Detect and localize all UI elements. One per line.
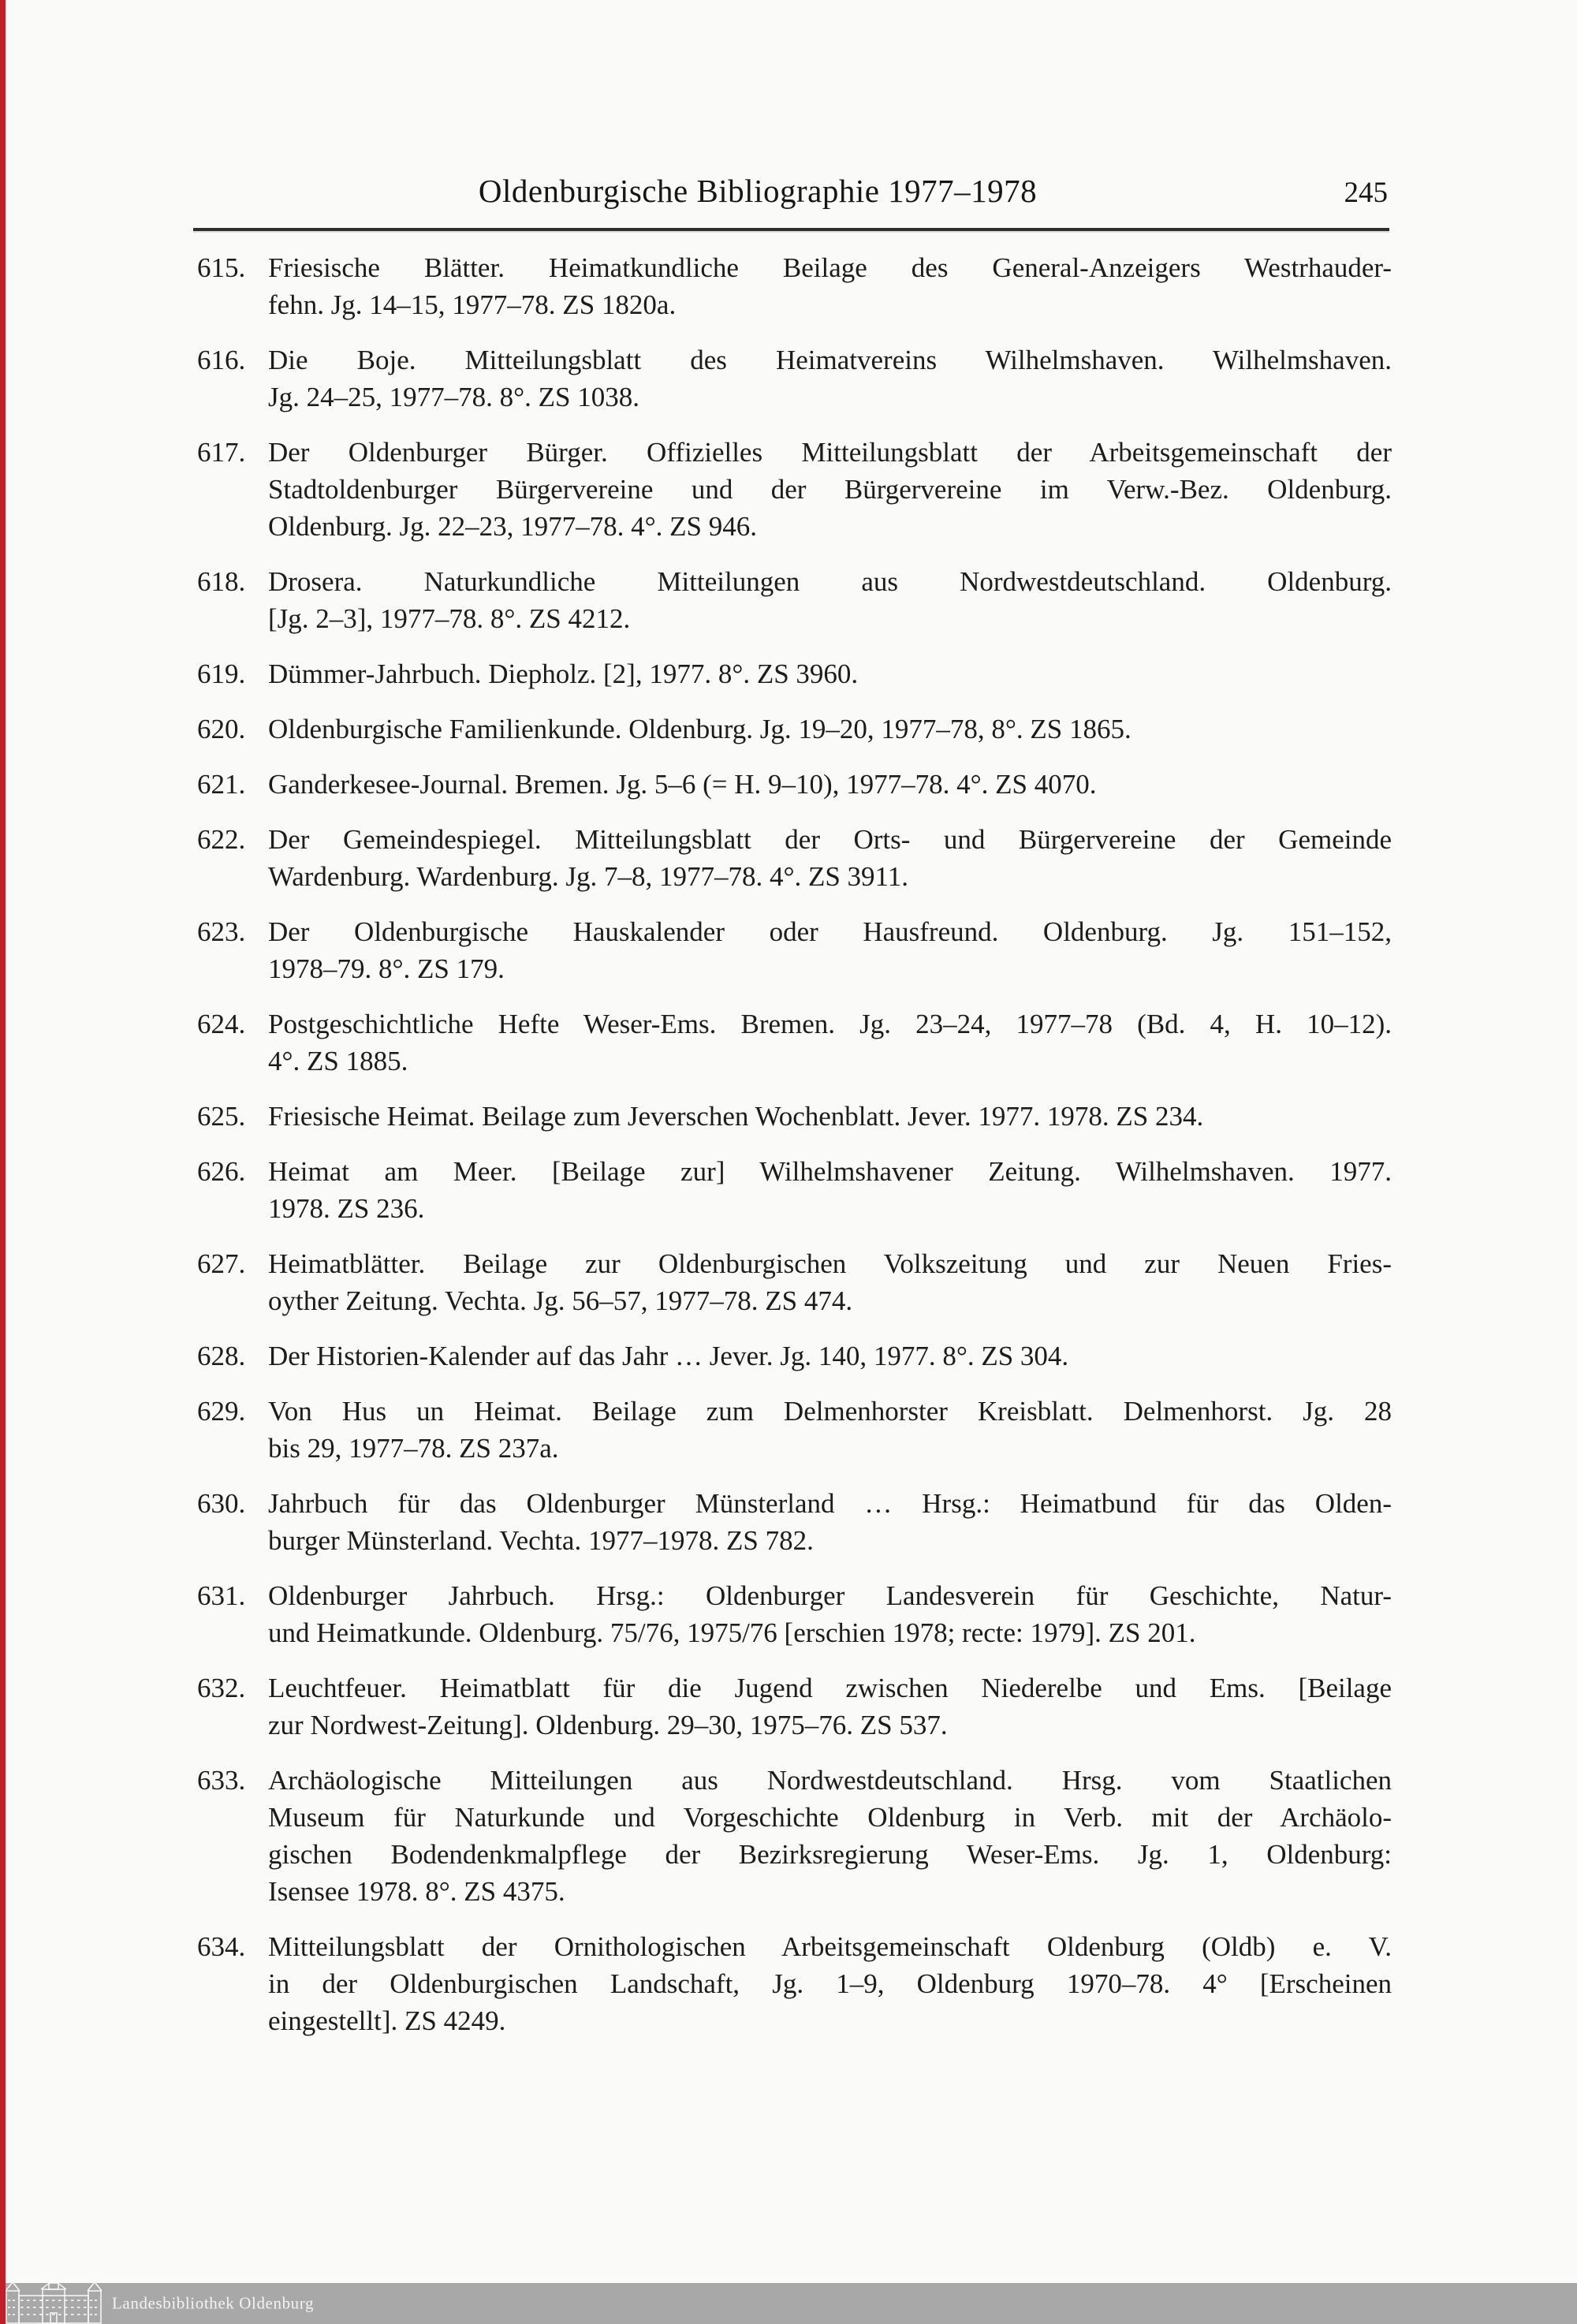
page-title: Oldenburgische Bibliographie 1977–1978 [478, 173, 1038, 209]
entry-number: 632. [197, 1673, 246, 1703]
entry-line: Mitteilungsblatt der Ornithologischen Arbeitsgemeinschaft Oldenburg (Oldb) e. V. [268, 1931, 1392, 1962]
entry-line: Drosera. Naturkundliche Mitteilungen aus Nordwestdeutschland. Oldenburg. [268, 566, 1392, 597]
entry-number: 631. [197, 1580, 246, 1611]
entry-number: 623. [197, 916, 246, 947]
entry-number: 633. [197, 1765, 246, 1796]
page-header [197, 172, 1389, 214]
bibliography-entry [197, 655, 1392, 692]
entry-line: Archäologische Mitteilungen aus Nordwestdeutschland. Hrsg. vom Staatlichen [268, 1765, 1392, 1796]
bibliography-entry [197, 1098, 1392, 1135]
entry-line: 1978–79. 8°. ZS 179. [268, 953, 505, 984]
entry-number: 621. [197, 769, 246, 800]
entry-line: Der Historien-Kalender auf das Jahr … Jever. Jg. 140, 1977. 8°. ZS 304. [268, 1341, 1069, 1371]
left-edge-red-stripe [0, 0, 6, 2324]
bibliography-entry [197, 1337, 1392, 1375]
entry-number: 618. [197, 566, 246, 597]
header-rule [193, 228, 1389, 231]
entry-number: 626. [197, 1156, 246, 1187]
entry-line: Oldenburgische Familienkunde. Oldenburg. Jg. 19–20, 1977–78, 8°. ZS 1865. [268, 714, 1131, 744]
bibliography-entry [197, 341, 1392, 416]
bibliography-entry [197, 1393, 1392, 1467]
bibliography-entry [197, 766, 1392, 803]
entry-line: in der Oldenburgischen Landschaft, Jg. 1–9, Oldenburg 1970–78. 4° [Erscheinen [268, 1968, 1392, 1999]
entry-line: Der Gemeindespiegel. Mitteilungsblatt der Orts- und Bürgervereine der Gemeinde [268, 824, 1392, 855]
entry-number: 622. [197, 824, 246, 855]
bibliography-entry [197, 1669, 1392, 1744]
entry-line: Jahrbuch für das Oldenburger Münsterland … Hrsg.: Heimatbund für das Olden- [268, 1488, 1392, 1519]
entry-line: Heimat am Meer. [Beilage zur] Wilhelmshavener Zeitung. Wilhelmshaven. 1977. [268, 1156, 1392, 1187]
footer-label: Landesbibliothek Oldenburg [112, 2293, 315, 2313]
entry-line: oyther Zeitung. Vechta. Jg. 56–57, 1977–78. ZS 474. [268, 1285, 853, 1316]
entry-line: eingestellt]. ZS 4249. [268, 2005, 506, 2036]
entry-line: Der Oldenburger Bürger. Offizielles Mitteilungsblatt der Arbeitsgemeinschaft der [268, 437, 1392, 468]
bibliography-entry [197, 434, 1392, 545]
bibliography-list [197, 249, 1392, 2057]
entry-line: Stadtoldenburger Bürgervereine und der Bürgervereine im Verw.-Bez. Oldenburg. [268, 474, 1392, 505]
entry-line: burger Münsterland. Vechta. 1977–1978. ZS 782. [268, 1525, 814, 1556]
entry-line: Von Hus un Heimat. Beilage zum Delmenhorster Kreisblatt. Delmenhorst. Jg. 28 [268, 1396, 1392, 1427]
entry-line: Postgeschichtliche Hefte Weser-Ems. Bremen. Jg. 23–24, 1977–78 (Bd. 4, H. 10–12). [268, 1009, 1392, 1039]
library-building-icon [5, 2278, 103, 2324]
bibliography-entry [197, 1928, 1392, 2039]
entry-line: Der Oldenburgische Hauskalender oder Hausfreund. Oldenburg. Jg. 151–152, [268, 916, 1392, 947]
entry-line: 4°. ZS 1885. [268, 1046, 408, 1076]
entry-line: und Heimatkunde. Oldenburg. 75/76, 1975/76 [erschien 1978; recte: 1979]. ZS 201. [268, 1617, 1196, 1648]
entry-number: 627. [197, 1248, 246, 1279]
entry-number: 629. [197, 1396, 246, 1427]
entry-number: 619. [197, 658, 246, 689]
entry-line: 1978. ZS 236. [268, 1193, 425, 1224]
entry-line: Dümmer-Jahrbuch. Diepholz. [2], 1977. 8°. ZS 3960. [268, 658, 859, 689]
entry-line: Friesische Blätter. Heimatkundliche Beilage des General-Anzeigers Westrhauder- [268, 252, 1392, 283]
entry-line: Isensee 1978. 8°. ZS 4375. [268, 1876, 565, 1907]
entry-number: 628. [197, 1341, 246, 1371]
entry-line: Heimatblätter. Beilage zur Oldenburgischen Volkszeitung und zur Neuen Fries- [268, 1248, 1392, 1279]
entry-line: gischen Bodendenkmalpflege der Bezirksregierung Weser-Ems. Jg. 1, Oldenburg: [268, 1839, 1392, 1870]
bibliography-entry [197, 563, 1392, 637]
entry-number: 625. [197, 1101, 246, 1132]
entry-line: Oldenburg. Jg. 22–23, 1977–78. 4°. ZS 946. [268, 511, 758, 542]
footer-bar [0, 2283, 1577, 2324]
entry-line: zur Nordwest-Zeitung]. Oldenburg. 29–30, 1975–76. ZS 537. [268, 1710, 948, 1740]
entry-line: Leuchtfeuer. Heimatblatt für die Jugend zwischen Niederelbe und Ems. [Beilage [268, 1673, 1392, 1703]
bibliography-entry [197, 1005, 1392, 1080]
entry-line: Die Boje. Mitteilungsblatt des Heimatvereins Wilhelmshaven. Wilhelmshaven. [268, 345, 1392, 375]
entry-number: 634. [197, 1931, 246, 1962]
entry-line: Ganderkesee-Journal. Bremen. Jg. 5–6 (= H. 9–10), 1977–78. 4°. ZS 4070. [268, 769, 1097, 800]
entry-line: Museum für Naturkunde und Vorgeschichte Oldenburg in Verb. mit der Archäolo- [268, 1802, 1392, 1833]
entry-number: 617. [197, 437, 246, 468]
entry-number: 630. [197, 1488, 246, 1519]
entry-line: Friesische Heimat. Beilage zum Jeverschen Wochenblatt. Jever. 1977. 1978. ZS 234. [268, 1101, 1204, 1132]
bibliography-entry [197, 1577, 1392, 1651]
entry-line: Oldenburger Jahrbuch. Hrsg.: Oldenburger Landesverein für Geschichte, Natur- [268, 1580, 1392, 1611]
entry-number: 620. [197, 714, 246, 744]
bibliography-entry [197, 821, 1392, 895]
entry-line: fehn. Jg. 14–15, 1977–78. ZS 1820a. [268, 289, 677, 320]
entry-number: 616. [197, 345, 246, 375]
page-number: 245 [1344, 177, 1388, 209]
bibliography-entry [197, 1485, 1392, 1559]
entry-line: Jg. 24–25, 1977–78. 8°. ZS 1038. [268, 382, 639, 412]
entry-line: [Jg. 2–3], 1977–78. 8°. ZS 4212. [268, 603, 631, 634]
bibliography-entry [197, 1153, 1392, 1227]
bibliography-entry [197, 1245, 1392, 1319]
entry-line: Wardenburg. Wardenburg. Jg. 7–8, 1977–78. 4°. ZS 3911. [268, 861, 908, 892]
bibliography-entry [197, 711, 1392, 748]
entry-line: bis 29, 1977–78. ZS 237a. [268, 1433, 559, 1464]
bibliography-entry [197, 1762, 1392, 1910]
bibliography-entry [197, 913, 1392, 987]
entry-number: 615. [197, 252, 246, 283]
entry-number: 624. [197, 1009, 246, 1039]
bibliography-entry [197, 249, 1392, 323]
